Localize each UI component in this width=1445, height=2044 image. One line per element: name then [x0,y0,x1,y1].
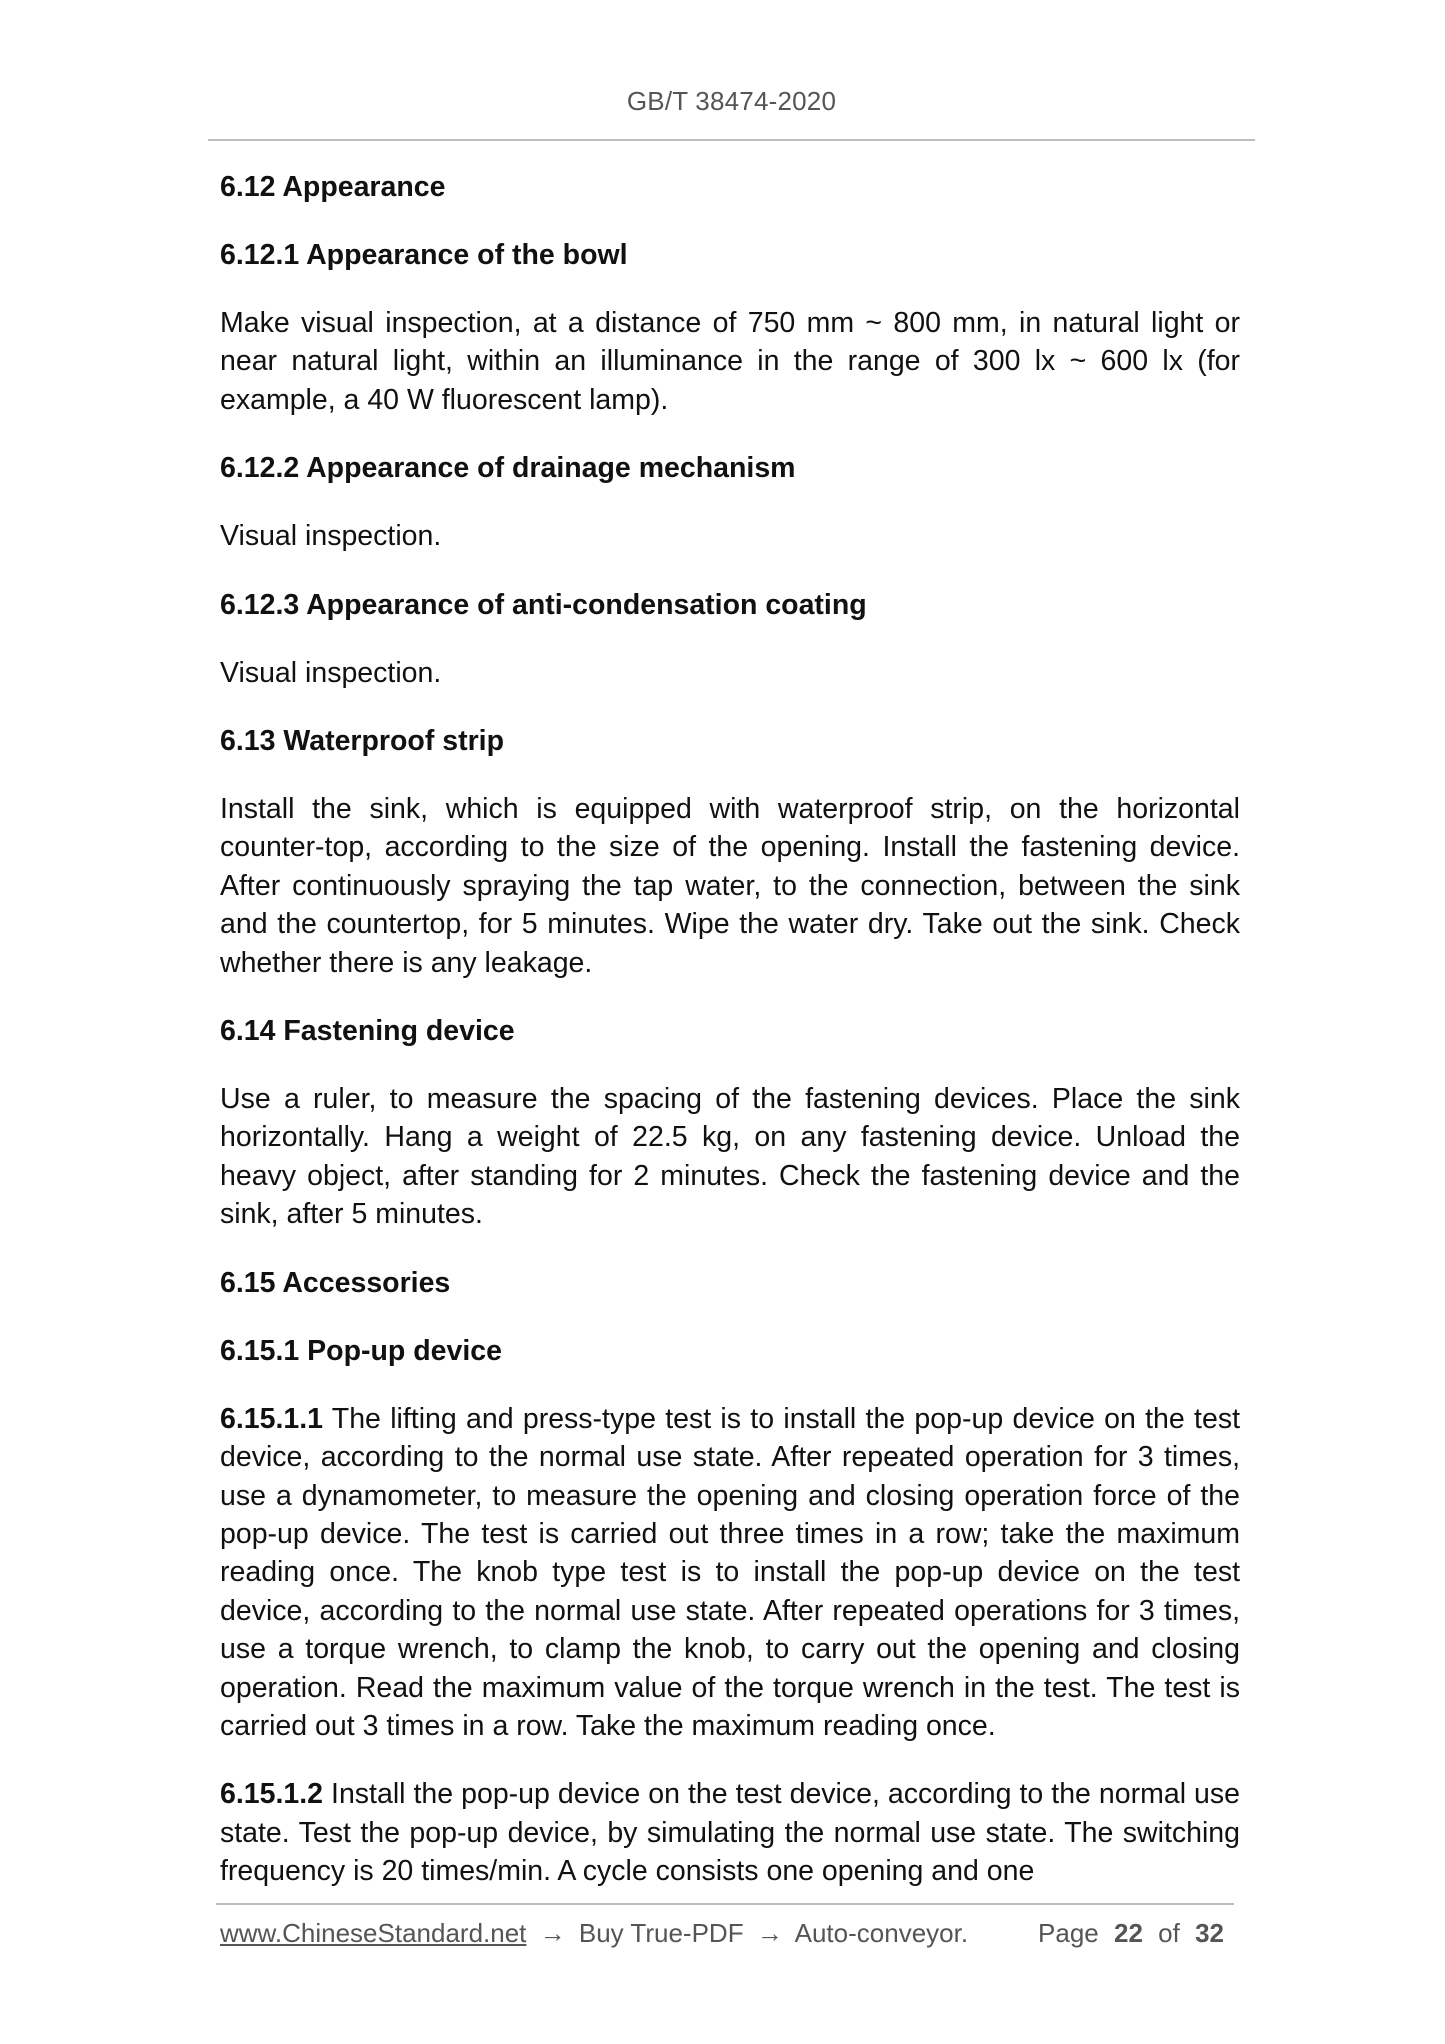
body-paragraph: Visual inspection. [220,656,442,689]
page-total: 32 [1195,1918,1224,1948]
clause-number: 6.15.1.1 [220,1402,324,1435]
chinesestandard-link[interactable]: www.ChineseStandard.net [220,1918,527,1948]
section-heading: 6.12.2 Appearance of drainage mechanism [220,452,796,485]
section-heading: 6.12.3 Appearance of anti-condensation coating [220,588,867,621]
body-paragraph: Use a ruler, to measure the spacing of the fastening devices. Place the sink horizontally. Hang a weight of 22.5 kg, on any fastening device. Unload the heavy object, after standing for 2 minutes. Check the fastening device and the sink, after 5 minutes. [220,1083,1240,1231]
numbered-paragraph [220,1400,1240,1746]
section-heading: 6.12 Appearance [220,171,446,203]
page-label: Page [1038,1918,1099,1948]
page-number [1038,1918,1232,1949]
buy-true-pdf-text: Buy True-PDF [578,1918,744,1948]
header-divider [208,139,1255,141]
numbered-paragraph [220,1775,1240,1890]
auto-conveyor-text: Auto-conveyor. [794,1918,969,1948]
page-of-label: of [1158,1918,1180,1948]
page-footer [220,1918,1232,1958]
section-heading: 6.12.1 Appearance of the bowl [220,239,628,271]
section-heading: 6.15 Accessories [220,1266,451,1299]
page-current: 22 [1114,1918,1143,1948]
body-paragraph: Make visual inspection, at a distance of 750 mm ~ 800 mm, in natural light or near natural light, within an illuminance in the range of 300 lx ~ 600 lx (for example, a 40 W fluorescent lamp). [220,307,1240,416]
clause-text: The lifting and press-type test is to install the pop-up device on the test device, according to the normal use state. After repeated operation for 3 times, use a dynamometer, to measure the opening and closing operation force of the pop-up device. The test is carried out three times in a row; take the maximum reading once. The knob type test is to install the pop-up device on the test device, according to the normal use state. After repeated operations for 3 times, use a torque wrench, to clamp the knob, to carry out the opening and closing operation. Read the maximum value of the torque wrench in the test. The test is carried out 3 times in a row. Take the maximum reading once. [220,1402,1240,1742]
body-paragraph: Visual inspection. [220,520,442,553]
section-heading: 6.14 Fastening device [220,1015,515,1048]
section-heading: 6.15.1 Pop-up device [220,1334,502,1367]
arrow-right-icon: → [539,1918,566,1948]
arrow-right-icon: → [756,1918,783,1948]
clause-number: 6.15.1.2 [220,1778,324,1811]
body-paragraph: Install the sink, which is equipped with waterproof strip, on the horizontal counter-top, according to the size of the opening. Install the fastening device. After continuously spraying the tap water, to the connection, between the sink and the countertop, for 5 minutes. Wipe the water dry. Take out the sink. Check whether there is any leakage. [220,793,1240,979]
section-heading: 6.13 Waterproof strip [220,725,504,758]
page-header-standard-id: GB/T 38474-2020 [626,86,837,116]
clause-text: Install the pop-up device on the test device, according to the normal use state. Test the pop-up device, by simulating the normal use state. The switching frequency is 20 times/min. A cycle consists one opening and one [220,1778,1240,1888]
document-body [220,168,1240,1921]
footer-links [220,1918,968,1949]
footer-divider [216,1903,1234,1905]
